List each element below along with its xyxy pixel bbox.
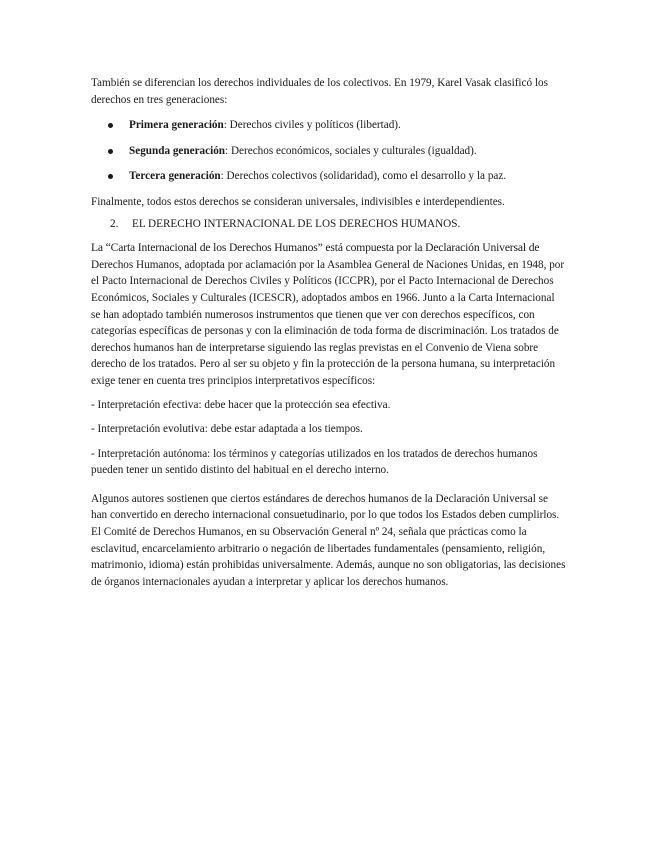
intro-paragraph: También se diferencian los derechos individuales de los colectivos. En 1979, Karel Vasak clasificó los derechos en tres generaciones: [91,77,548,106]
generation-name: Tercera generación [129,170,221,183]
bullet-icon [108,123,113,128]
generation-item [91,168,566,185]
main-lead-line: La “Carta Internacional de los Derechos Humanos” está compuesta por la Declaración Universal de [91,241,540,255]
interpretation-effective: - Interpretación efectiva: debe hacer que la protección sea efectiva. [91,398,391,411]
section-number: 2. [110,217,119,230]
generation-desc: : Derechos colectivos (solidaridad), como el desarrollo y la paz. [220,170,507,183]
generation-item [91,143,566,160]
generation-name: Segunda generación [129,144,226,157]
main-paragraph-text: Derechos Humanos, adoptada por aclamación por la Asamblea General de Naciones Unidas, en 1948, por el Pacto Internacional de Derechos Civiles y Políticos (ICCPR), por el Pacto Internacional de Derechos Económicos, Sociales y Culturales (ICESCR), adoptados ambos en 1966. Junto a la Carta Internacional se han adoptado también numerosos instrumentos que tienen que ver con derechos específicos, con categorías específicas de personas y con la eliminación de toda forma de discriminación. Los tratados de derechos humanos han de interpretarse siguiendo las reglas previstas en el Convenio de Viena sobre derecho de los tratados. Pero al ser su objeto y fin la protección de la persona humana, su interpretación exige tener en cuenta tres principios interpretativos específicos: [91,258,565,387]
generation-desc: : Derechos económicos, sociales y culturales (igualdad). [225,144,477,157]
bullet-icon [108,174,113,179]
generation-desc: : Derechos civiles y políticos (libertad). [223,119,401,132]
section-title: EL DERECHO INTERNACIONAL DE LOS DERECHOS HUMANOS. [132,217,461,230]
generations-list [91,117,566,185]
main-paragraph [91,240,566,389]
generation-name: Primera generación [129,119,224,132]
closing-paragraph: Algunos autores sostienen que ciertos estándares de derechos humanos de la Declaración Universal se han convertido en derecho internacional consuetudinario, por lo que todos los Estados deben cumplirlos. El Comité de Derechos Humanos, en su Observación General nº 24, señala que prácticas como la esclavitud, encarcelamiento arbitrario o negación de libertades fundamentales (pensamiento, religión, matrimonio, idioma) están prohibidas universalmente. Además, aunque no son obligatorias, las decisiones de órganos internacionales ayudan a interpretar y aplicar los derechos humanos. [91,492,566,588]
generation-item [91,117,566,134]
final-statement: Finalmente, todos estos derechos se consideran universales, indivisibles e interdependientes. [91,195,505,208]
bullet-icon [108,149,113,154]
section-heading [91,216,566,233]
interpretation-autonomous: - Interpretación autónoma: los términos y categorías utilizados en los tratados de derechos humanos pueden tener un sentido distinto del habitual en el derecho interno. [91,447,538,477]
document-body [91,75,566,590]
interpretation-evolutive: - Interpretación evolutiva: debe estar adaptada a los tiempos. [91,423,363,436]
